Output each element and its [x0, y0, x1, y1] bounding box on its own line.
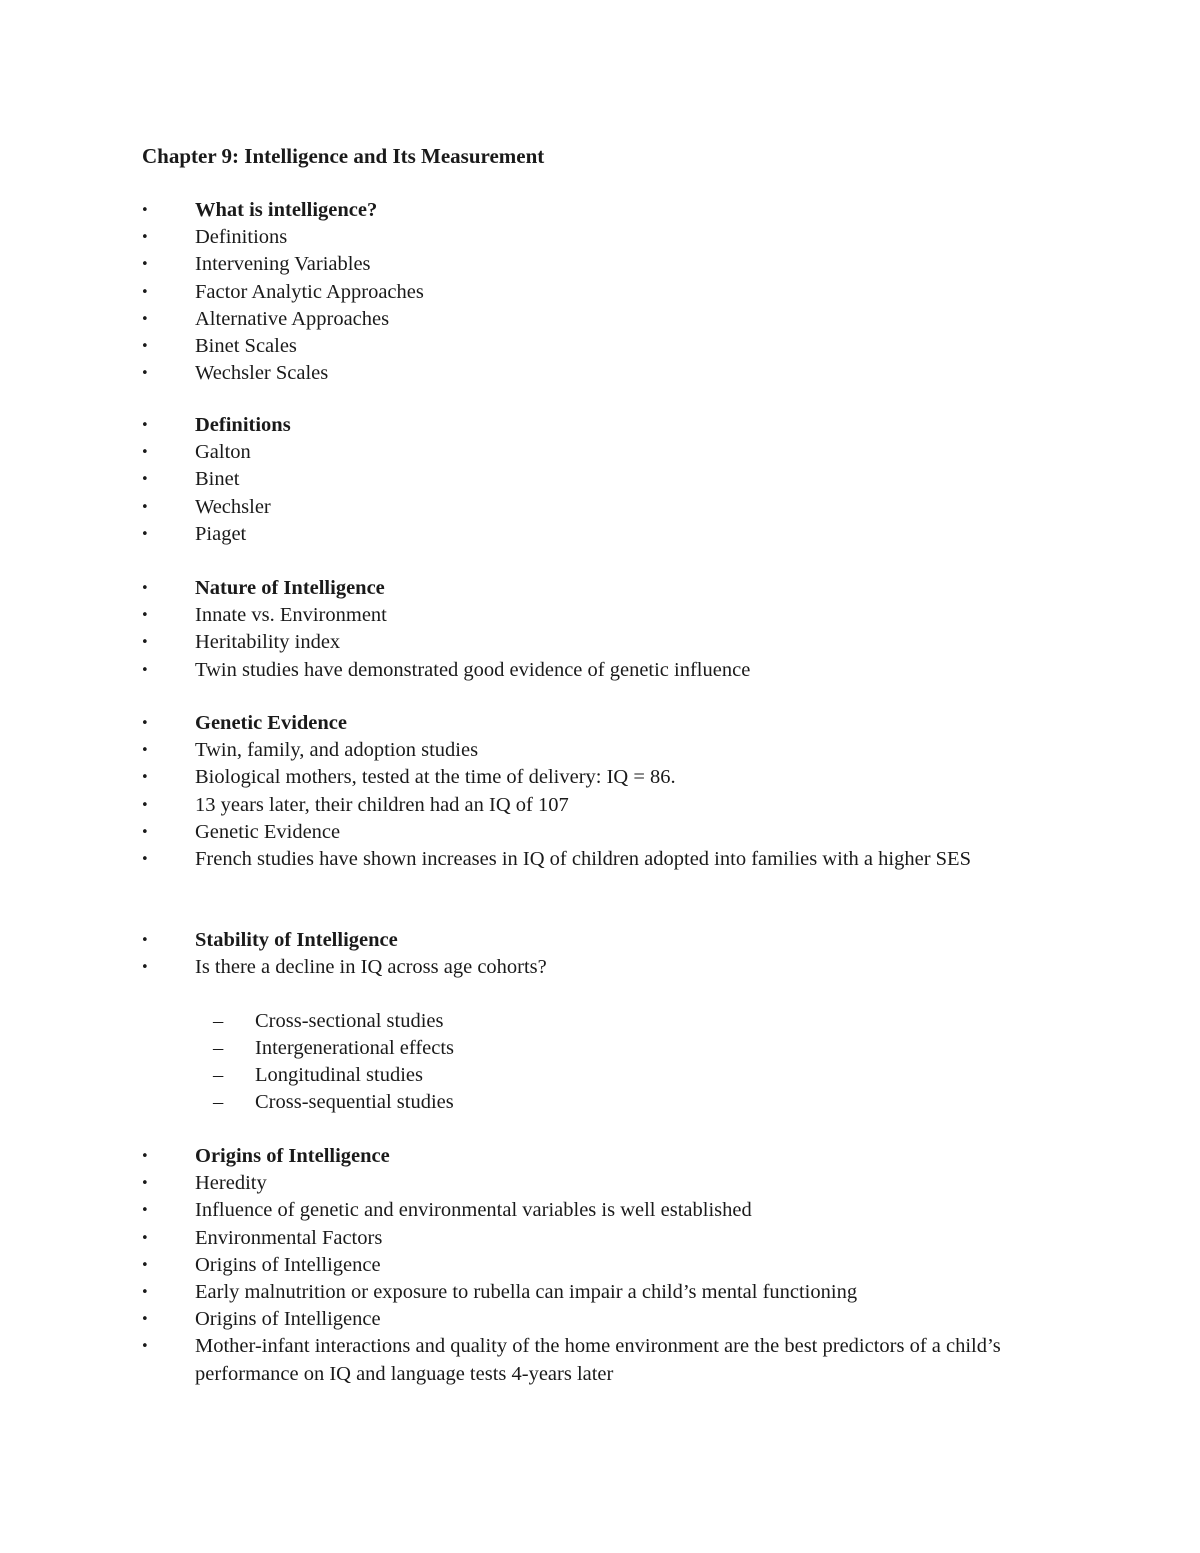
bullet: • [141, 1339, 149, 1355]
bullet: • [141, 445, 149, 461]
bullet: • [141, 960, 149, 976]
list-item-text: Genetic Evidence [195, 820, 341, 843]
section-heading [0, 197, 1200, 224]
bullet: • [141, 716, 149, 731]
dash-marker: – [213, 1064, 224, 1086]
list-item-text: Origins of Intelligence [195, 1308, 381, 1331]
list-item-text: Influence of genetic and environmental variables is well established [195, 1199, 752, 1222]
list-item [0, 846, 1200, 873]
list-item-text: Binet Scales [195, 335, 297, 358]
bullet: • [141, 1257, 149, 1273]
dash-marker: – [213, 1010, 224, 1032]
section-heading [0, 710, 1200, 737]
heading-text: Nature of Intelligence [195, 577, 385, 599]
section-origins-of-intelligence [0, 1143, 1200, 1388]
list-item-text: Wechsler Scales [195, 362, 329, 385]
dash-marker: – [213, 1091, 224, 1113]
list-item [0, 333, 1200, 360]
bullet: • [141, 852, 149, 868]
list-item [0, 954, 1200, 981]
section-what-is-intelligence [0, 197, 1200, 387]
sub-item-text: Cross-sectional studies [255, 1010, 444, 1032]
list-item-text: Wechsler [195, 495, 271, 518]
dash-marker: – [213, 1037, 224, 1059]
bullet: • [141, 608, 149, 624]
list-item [0, 602, 1200, 629]
sub-list-item [0, 1035, 1200, 1062]
heading-text: What is intelligence? [195, 199, 378, 221]
list-item [0, 737, 1200, 764]
list-item-text: Factor Analytic Approaches [195, 280, 424, 303]
bullet: • [141, 230, 149, 246]
list-item-text: Is there a decline in IQ across age cohorts? [195, 956, 547, 979]
sub-list-item [0, 1062, 1200, 1089]
list-item-text: Twin studies have demonstrated good evidence of genetic influence [195, 658, 751, 681]
bullet: • [141, 770, 149, 786]
list-item [0, 466, 1200, 493]
list-item [0, 279, 1200, 306]
list-item [0, 1170, 1200, 1197]
list-item-text: Intervening Variables [195, 253, 371, 276]
list-item-text: French studies have shown increases in IQ of children adopted into families with a higher SES [195, 848, 971, 871]
bullet: • [141, 418, 149, 433]
heading-text: Origins of Intelligence [195, 1145, 390, 1167]
list-item [0, 1333, 1200, 1387]
sub-list-item [0, 1089, 1200, 1116]
list-item [0, 306, 1200, 333]
list-item [0, 629, 1200, 656]
bullet: • [141, 284, 149, 300]
list-item-text: Heredity [195, 1172, 267, 1195]
bullet: • [141, 366, 149, 382]
section-nature-of-intelligence [0, 575, 1200, 684]
stability-sub-list [0, 1008, 1200, 1116]
list-item-text: Biological mothers, tested at the time of delivery: IQ = 86. [195, 766, 676, 789]
list-item [0, 764, 1200, 791]
list-item [0, 1252, 1200, 1279]
list-item [0, 819, 1200, 846]
list-item [0, 439, 1200, 466]
sub-item-text: Cross-sequential studies [255, 1091, 454, 1113]
list-item-text: Innate vs. Environment [195, 604, 387, 627]
section-heading [0, 1143, 1200, 1170]
bullet: • [141, 311, 149, 327]
bullet: • [141, 1176, 149, 1192]
section-genetic-evidence [0, 710, 1200, 873]
sub-list-item [0, 1008, 1200, 1035]
heading-text: Definitions [195, 414, 291, 436]
bullet: • [141, 499, 149, 515]
bullet: • [141, 1149, 149, 1164]
bullet: • [141, 743, 149, 759]
list-item-text: Definitions [195, 226, 288, 249]
list-item-text: Piaget [195, 522, 247, 545]
bullet: • [141, 1230, 149, 1246]
list-item-text: Alternative Approaches [195, 307, 390, 330]
bullet: • [141, 1285, 149, 1301]
list-item [0, 657, 1200, 684]
section-heading [0, 575, 1200, 602]
section-heading [0, 412, 1200, 439]
list-item-text: Origins of Intelligence [195, 1253, 381, 1276]
heading-text: Genetic Evidence [195, 712, 348, 734]
list-item-text: Environmental Factors [195, 1226, 383, 1249]
bullet: • [141, 257, 149, 273]
list-item [0, 360, 1200, 387]
list-item [0, 1197, 1200, 1224]
list-item-text: Mother-infant interactions and quality of the home environment are the best predictors of a child’s performance on IQ and language tests 4-years later [195, 1335, 1001, 1385]
bullet: • [141, 581, 149, 596]
list-item-text: Early malnutrition or exposure to rubella can impair a child’s mental functioning [195, 1281, 858, 1304]
list-item-text: Twin, family, and adoption studies [195, 739, 479, 762]
bullet: • [141, 797, 149, 813]
bullet: • [141, 635, 149, 651]
list-item [0, 494, 1200, 521]
list-item [0, 1279, 1200, 1306]
bullet: • [141, 824, 149, 840]
bullet: • [141, 339, 149, 355]
section-heading [0, 927, 1200, 954]
bullet: • [141, 203, 149, 218]
heading-text: Stability of Intelligence [195, 929, 398, 951]
list-item [0, 251, 1200, 278]
bullet: • [141, 1203, 149, 1219]
list-item [0, 224, 1200, 251]
section-stability-of-intelligence [0, 927, 1200, 981]
page-title: Chapter 9: Intelligence and Its Measurement [142, 144, 545, 168]
bullet: • [141, 662, 149, 678]
list-item-text: Heritability index [195, 631, 341, 654]
bullet: • [141, 933, 149, 948]
bullet: • [141, 1312, 149, 1328]
list-item [0, 1225, 1200, 1252]
list-item [0, 792, 1200, 819]
bullet: • [141, 472, 149, 488]
list-item-text: Galton [195, 441, 251, 464]
bullet: • [141, 526, 149, 542]
sub-item-text: Longitudinal studies [255, 1064, 423, 1086]
list-item-text: Binet [195, 468, 240, 491]
section-definitions [0, 412, 1200, 548]
list-item-text: 13 years later, their children had an IQ of 107 [195, 793, 569, 816]
sub-item-text: Intergenerational effects [255, 1037, 455, 1059]
list-item [0, 521, 1200, 548]
list-item [0, 1306, 1200, 1333]
